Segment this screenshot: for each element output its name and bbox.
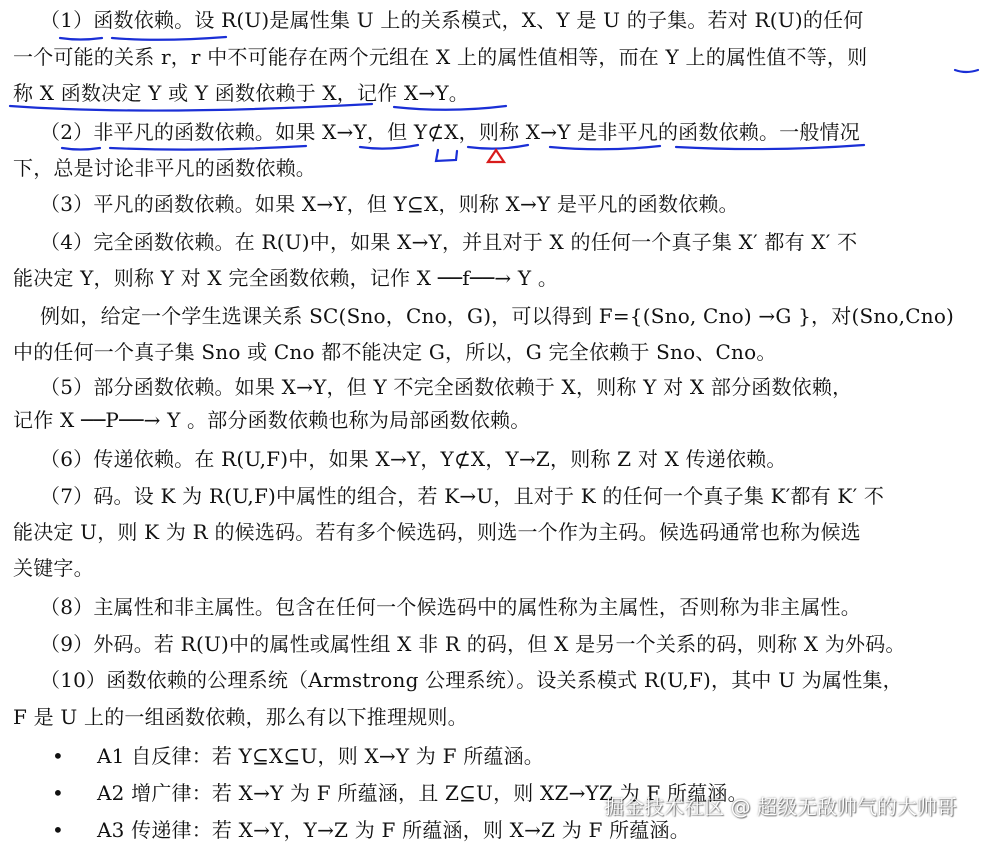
paragraph-line: 能决定 Y，则称 Y 对 X 完全函数依赖，记作 X ──f──→ Y 。 bbox=[13, 266, 559, 290]
paragraph-line: 记作 X ──P──→ Y 。部分函数依赖也称为局部函数依赖。 bbox=[13, 408, 531, 432]
bullet-item: A3 传递律：若 X→Y，Y→Z 为 F 所蕴涵，则 X→Z 为 F 所蕴涵。 bbox=[97, 818, 690, 842]
paragraph-line: （8）主属性和非主属性。包含在任何一个候选码中的属性称为主属性，否则称为非主属性。 bbox=[40, 595, 861, 619]
watermark: 掘金技术社区 @ 超级无敌帅气的大帅哥 bbox=[604, 795, 957, 819]
paragraph-line: （3）平凡的函数依赖。如果 X→Y，但 Y⊆X，则称 X→Y 是平凡的函数依赖。 bbox=[40, 192, 739, 216]
paragraph-line: （9）外码。若 R(U)中的属性或属性组 X 非 R 的码，但 X 是另一个关系的码，则称 X 为外码。 bbox=[40, 632, 906, 656]
paragraph-line: 下，总是讨论非平凡的函数依赖。 bbox=[13, 156, 316, 180]
paragraph-line: 称 X 函数决定 Y 或 Y 函数依赖于 X，记作 X→Y。 bbox=[13, 81, 469, 105]
paragraph-line: 一个可能的关系 r，r 中不可能存在两个元组在 X 上的属性值相等，而在 Y 上的属性值不等，则 bbox=[13, 45, 868, 69]
paragraph-line: （1）函数依赖。设 R(U)是属性集 U 上的关系模式，X、Y 是 U 的子集。若对 R(U)的任何 bbox=[40, 8, 864, 32]
paragraph-line: 中的任何一个真子集 Sno 或 Cno 都不能决定 G，所以，G 完全依赖于 Sno、Cno。 bbox=[13, 340, 777, 364]
paragraph-line: （5）部分函数依赖。如果 X→Y，但 Y 不完全函数依赖于 X，则称 Y 对 X 部分函数依赖， bbox=[40, 375, 853, 399]
paragraph-line: 例如，给定一个学生选课关系 SC(Sno，Cno，G)，可以得到 F={(Sno, Cno) →G }，对(Sno,Cno) bbox=[40, 304, 955, 328]
paragraph-line: 关键字。 bbox=[13, 556, 94, 580]
paragraph-line: （6）传递依赖。在 R(U,F)中，如果 X→Y，Y⊄X，Y→Z，则称 Z 对 X 传递依赖。 bbox=[40, 447, 787, 471]
paragraph-line: （7）码。设 K 为 R(U,F)中属性的组合，若 K→U，且对于 K 的任何一个真子集 K′都有 K′ 不 bbox=[40, 484, 885, 508]
paragraph-line: F 是 U 上的一组函数依赖，那么有以下推理规则。 bbox=[13, 705, 468, 729]
bullet-marker: • bbox=[52, 818, 64, 842]
paragraph-line: （10）函数依赖的公理系统（Armstrong 公理系统）。设关系模式 R(U,F)，其中 U 为属性集， bbox=[40, 668, 903, 692]
bullet-marker: • bbox=[52, 744, 64, 768]
bullet-marker: • bbox=[52, 781, 64, 805]
paragraph-line: 能决定 U，则 K 为 R 的候选码。若有多个候选码，则选一个作为主码。候选码通常也称为候选 bbox=[13, 520, 861, 544]
bullet-item: A2 增广律：若 X→Y 为 F 所蕴涵，且 Z⊆U，则 XZ→YZ 为 F 所蕴涵。 bbox=[97, 781, 748, 805]
paragraph-line: （2）非平凡的函数依赖。如果 X→Y，但 Y⊄X，则称 X→Y 是非平凡的函数依赖。一般情况 bbox=[40, 120, 860, 144]
paragraph-line: （4）完全函数依赖。在 R(U)中，如果 X→Y，并且对于 X 的任何一个真子集 X′ 都有 X′ 不 bbox=[40, 230, 858, 254]
bullet-item: A1 自反律：若 Y⊆X⊆U，则 X→Y 为 F 所蕴涵。 bbox=[97, 744, 545, 768]
